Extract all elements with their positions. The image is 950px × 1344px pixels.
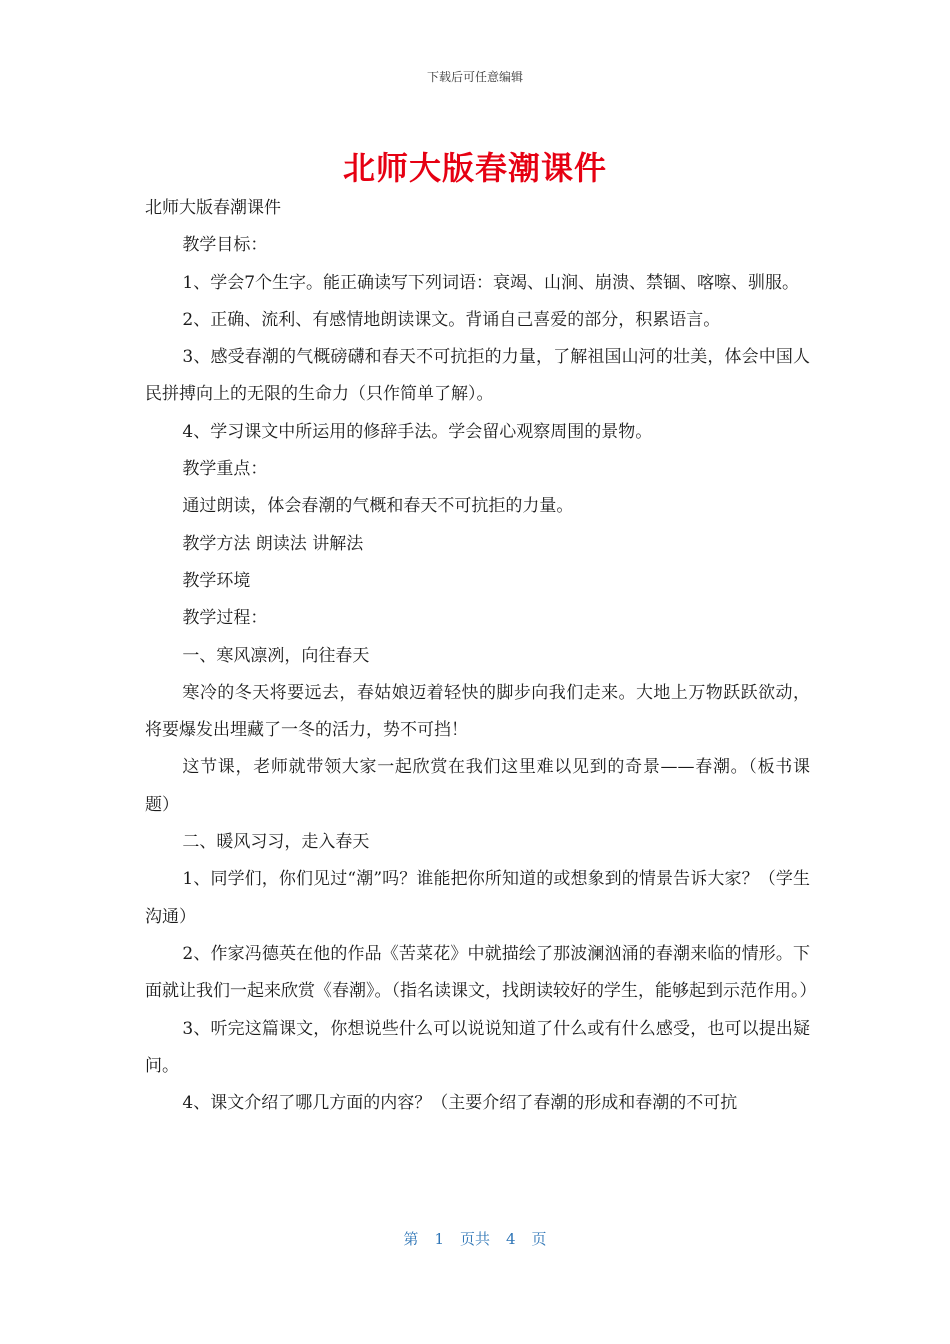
paragraph: 2、作家冯德英在他的作品《苦菜花》中就描绘了那波澜汹涌的春潮来临的情形。下面就让我们一起来欣赏《春潮》。（指名读课文，找朗读较好的学生，能够起到示范作用。） — [145, 943, 817, 1002]
paragraph: 2、正确、流利、有感情地朗读课文。背诵自己喜爱的部分，积累语言。 — [182, 309, 721, 330]
paragraph: 3、感受春潮的气概磅礴和春天不可抗拒的力量，了解祖国山河的壮美，体会中国人民拼搏向上的无限的生命力（只作简单了解）。 — [145, 347, 810, 405]
paragraph: 3、听完这篇课文，你想说些什么可以说说知道了什么或有什么感受，也可以提出疑问。 — [145, 1018, 810, 1076]
paragraph: 这节课，老师就带领大家一起欣赏在我们这里难以见到的奇景——春潮。（板书课题） — [145, 757, 810, 815]
header-note: 下载后可任意编辑 — [426, 70, 523, 84]
paragraph: 教学方法 朗读法 讲解法 — [182, 533, 364, 554]
footer-total-pages: 4 — [506, 1230, 516, 1248]
paragraph: 北师大版春潮课件 — [145, 198, 281, 218]
page-footer — [0, 1228, 950, 1249]
paragraph: 4、学习课文中所运用的修辞手法。学会留心观察周围的景物。 — [182, 421, 653, 442]
paragraph: 教学环境 — [182, 570, 251, 591]
paragraph: 1、学会7个生字。能正确读写下列词语：衰竭、山涧、崩溃、禁锢、喀嚓、驯服。 — [182, 272, 800, 293]
paragraph: 一、寒风凛冽，向往春天 — [182, 645, 370, 666]
footer-page-number: 1 — [434, 1230, 444, 1248]
paragraph: 通过朗读，体会春潮的气概和春天不可抗拒的力量。 — [182, 496, 574, 517]
paragraph: 教学目标： — [182, 235, 268, 256]
paragraph: 1、同学们，你们见过“潮”吗？谁能把你所知道的或想象到的情景告诉大家？（学生沟通） — [145, 869, 810, 927]
paragraph: 教学过程： — [182, 608, 268, 629]
paragraph: 二、暖风习习，走入春天 — [182, 832, 370, 853]
document-body — [145, 190, 817, 1122]
paragraph: 教学重点： — [182, 459, 268, 480]
footer-prefix: 第 — [403, 1230, 419, 1248]
footer-suffix: 页 — [531, 1230, 547, 1248]
document-title: 北师大版春潮课件 — [342, 149, 607, 187]
paragraph: 4、课文介绍了哪几方面的内容？（主要介绍了春潮的形成和春潮的不可抗 — [182, 1093, 738, 1114]
paragraph: 寒冷的冬天将要远去，春姑娘迈着轻快的脚步向我们走来。大地上万物跃跃欲动，将要爆发出埋藏了一冬的活力，势不可挡！ — [145, 682, 810, 741]
footer-middle: 页共 — [459, 1230, 490, 1248]
